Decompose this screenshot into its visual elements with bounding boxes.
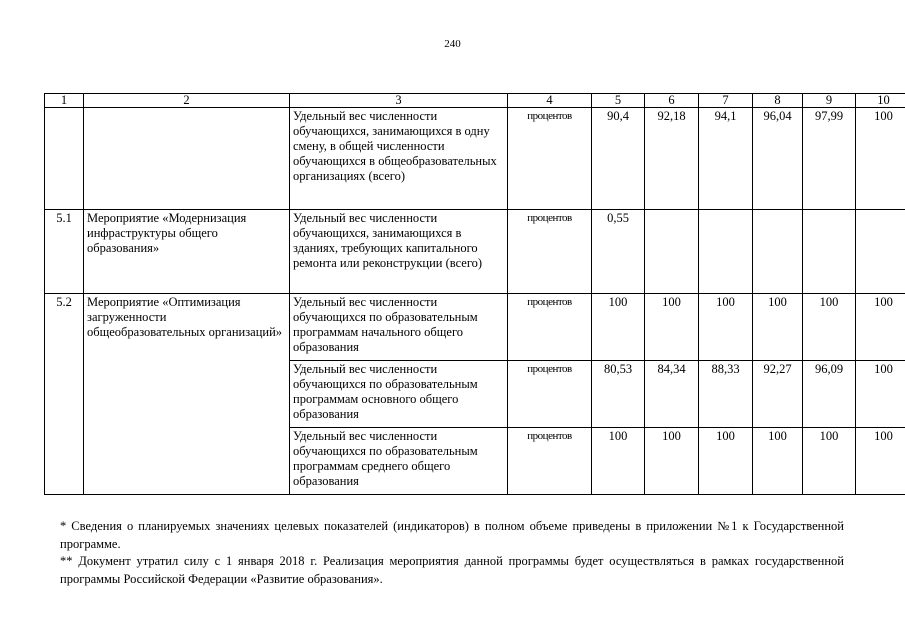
footnote: * Сведения о планируемых значениях целевых показателей (индикаторов) в полном объеме приведены в приложении №1 к Государственной программе. xyxy=(60,519,844,551)
row-measure: Мероприятие «Оптимизация загруженности общеобразовательных организаций» xyxy=(84,294,290,495)
indicator-value: 100 xyxy=(645,294,699,361)
col-header: 4 xyxy=(508,94,592,108)
indicator-text: Удельный вес численности обучающихся, занимающихся в зданиях, требующих капитального ремонта или реконструкции (всего) xyxy=(290,210,508,294)
col-header: 7 xyxy=(699,94,753,108)
indicator-value: 100 xyxy=(856,361,905,428)
row-code: 5.2 xyxy=(45,294,84,495)
col-header: 6 xyxy=(645,94,699,108)
indicator-value xyxy=(803,210,856,294)
indicator-value: 84,34 xyxy=(645,361,699,428)
indicator-value: 90,4 xyxy=(592,108,645,210)
table-row xyxy=(45,108,905,210)
table-row xyxy=(45,210,905,294)
indicator-text: Удельный вес численности обучающихся по образовательным программам основного общего образования xyxy=(290,361,508,428)
indicator-value: 0,55 xyxy=(592,210,645,294)
col-header: 3 xyxy=(290,94,508,108)
indicator-value: 100 xyxy=(803,428,856,495)
indicator-value xyxy=(699,210,753,294)
indicator-unit: процентов xyxy=(508,361,592,428)
indicator-unit: процентов xyxy=(508,108,592,210)
footnotes xyxy=(60,518,844,588)
indicator-value: 100 xyxy=(753,428,803,495)
indicator-value: 100 xyxy=(645,428,699,495)
col-header: 1 xyxy=(45,94,84,108)
indicator-value: 100 xyxy=(856,428,905,495)
indicator-value: 100 xyxy=(803,294,856,361)
indicator-text: Удельный вес численности обучающихся, занимающихся в одну смену, в общей численности обучающихся в общеобразовательных организациях (всего) xyxy=(290,108,508,210)
row-code: 5.1 xyxy=(45,210,84,294)
indicator-value xyxy=(753,210,803,294)
footnote: ** Документ утратил силу с 1 января 2018 г. Реализация мероприятия данной программы будет осуществляться в рамках государственной программы Российской Федерации «Развитие образования». xyxy=(60,554,844,586)
indicator-unit: процентов xyxy=(508,210,592,294)
col-header: 10 xyxy=(856,94,905,108)
header-row xyxy=(45,94,905,108)
row-code xyxy=(45,108,84,210)
col-header: 8 xyxy=(753,94,803,108)
indicator-value: 96,04 xyxy=(753,108,803,210)
row-measure: Мероприятие «Модернизация инфраструктуры общего образования» xyxy=(84,210,290,294)
indicator-value: 97,99 xyxy=(803,108,856,210)
indicator-text: Удельный вес численности обучающихся по образовательным программам среднего общего образования xyxy=(290,428,508,495)
col-header: 9 xyxy=(803,94,856,108)
indicator-value: 80,53 xyxy=(592,361,645,428)
row-measure xyxy=(84,108,290,210)
indicator-value: 100 xyxy=(699,428,753,495)
page-number: 240 xyxy=(444,38,461,50)
indicator-value: 100 xyxy=(699,294,753,361)
indicator-value: 92,18 xyxy=(645,108,699,210)
indicator-value: 100 xyxy=(592,428,645,495)
col-header: 5 xyxy=(592,94,645,108)
col-header: 2 xyxy=(84,94,290,108)
indicator-value xyxy=(645,210,699,294)
indicator-value: 100 xyxy=(592,294,645,361)
indicator-value: 100 xyxy=(856,108,905,210)
indicator-value: 100 xyxy=(753,294,803,361)
indicator-value: 88,33 xyxy=(699,361,753,428)
indicator-unit: процентов xyxy=(508,428,592,495)
table-row xyxy=(45,294,905,361)
indicator-value: 94,1 xyxy=(699,108,753,210)
indicator-value: 100 xyxy=(856,294,905,361)
indicator-text: Удельный вес численности обучающихся по образовательным программам начального общего образования xyxy=(290,294,508,361)
indicator-value xyxy=(856,210,905,294)
indicator-value: 96,09 xyxy=(803,361,856,428)
indicator-value: 92,27 xyxy=(753,361,803,428)
indicator-unit: процентов xyxy=(508,294,592,361)
indicators-table xyxy=(44,93,905,495)
